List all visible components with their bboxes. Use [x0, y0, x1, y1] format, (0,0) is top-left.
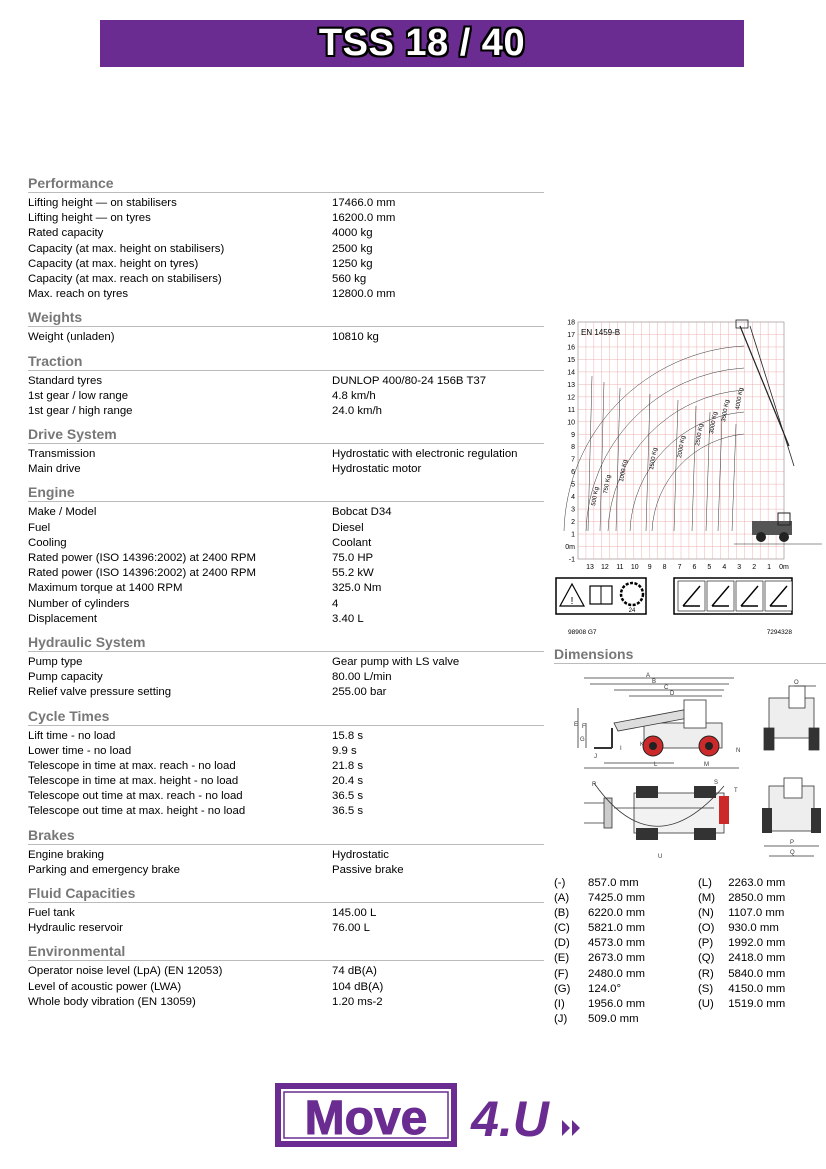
spec-label: Pump capacity	[28, 671, 103, 684]
dimension-value: 4150.0 mm	[728, 982, 786, 995]
spec-label: Lift time - no load	[28, 729, 116, 742]
tyre-size-label: 24	[628, 608, 636, 614]
dimension-letter: L	[654, 762, 658, 768]
dimensions-table	[554, 876, 826, 1027]
spec-row	[28, 462, 544, 477]
load-zone-label: 4000 Kg	[735, 387, 745, 411]
spec-row	[28, 980, 544, 995]
spec-value: 74 dB(A)	[332, 965, 377, 978]
y-tick-label: 10	[567, 419, 575, 427]
spec-label: Capacity (at max. reach on stabilisers)	[28, 272, 222, 285]
section-brakes	[28, 826, 544, 878]
spec-label: Capacity (at max. height on stabilisers)	[28, 242, 225, 255]
dimension-letter: U	[658, 854, 663, 860]
dimensions-left-column	[554, 876, 698, 1027]
spec-label: Make / Model	[28, 506, 97, 519]
load-zone-label: 3500 Kg	[721, 399, 731, 423]
spec-row	[28, 921, 544, 936]
spec-value: 76.00 L	[332, 922, 371, 935]
spec-value: 4.8 km/h	[332, 389, 376, 402]
spec-row	[28, 389, 544, 404]
dimension-value: 1107.0 mm	[728, 907, 785, 920]
section-hydraulic-system	[28, 633, 544, 701]
dimension-code: (L)	[698, 877, 712, 889]
chart-code-left: 98908 G7	[568, 629, 597, 636]
x-tick-label: 11	[616, 564, 624, 571]
spec-row	[28, 505, 544, 520]
spec-label: Weight (unladen)	[28, 331, 115, 344]
dimension-row	[554, 967, 698, 982]
x-tick-label: 5	[707, 564, 712, 571]
spec-label: Lower time - no load	[28, 744, 132, 757]
dimension-code: (M)	[698, 892, 716, 905]
y-tick-label: 6	[571, 469, 575, 477]
dimension-row	[698, 876, 826, 891]
spec-label: Engine braking	[28, 848, 104, 861]
dimension-value: 1519.0 mm	[728, 997, 786, 1010]
section-drive-system	[28, 425, 544, 477]
section-cycle-times	[28, 707, 544, 820]
x-tick-label: 6	[692, 564, 697, 571]
section-title: Engine	[28, 483, 544, 502]
spec-value: 24.0 km/h	[332, 404, 383, 417]
x-tick-label: 7	[677, 564, 682, 571]
telehandler-drawings	[554, 668, 826, 868]
spec-row	[28, 655, 544, 670]
y-tick-label: 13	[567, 381, 575, 389]
load-zone-label: 2000 Kg	[677, 435, 687, 459]
spec-value: 21.8 s	[332, 759, 364, 772]
dimension-code: (G)	[554, 982, 571, 995]
dimension-letter: M	[704, 762, 709, 768]
dimension-row	[698, 936, 826, 951]
spec-value: Gear pump with LS valve	[332, 655, 460, 668]
spec-label: Cooling	[28, 536, 67, 549]
x-tick-label: 13	[586, 564, 594, 571]
section-performance	[28, 174, 544, 302]
section-title: Weights	[28, 308, 544, 327]
dimension-row	[554, 876, 698, 891]
arrow-icon	[572, 1120, 580, 1136]
spec-label: Telescope in time at max. height - no load	[28, 775, 239, 788]
dimension-value: 7425.0 mm	[588, 892, 645, 905]
spec-value: 104 dB(A)	[332, 980, 384, 993]
spec-label: Rated power (ISO 14396:2002) at 2400 RPM	[28, 552, 256, 564]
load-zone-label: 3000 Kg	[709, 411, 719, 435]
dimension-letter: B	[652, 679, 657, 685]
dimension-row	[698, 921, 826, 936]
dimension-value: 4573.0 mm	[588, 937, 645, 950]
dimension-letter: A	[646, 673, 651, 679]
arrow-icon	[562, 1120, 570, 1136]
dimension-letter: E	[574, 722, 579, 728]
spec-value: DUNLOP 400/80-24 156B T37	[332, 374, 487, 387]
dimension-letter: S	[714, 780, 719, 786]
dimension-code: (O)	[698, 922, 715, 935]
y-tick-label: 15	[567, 356, 575, 364]
dimensions-heading: Dimensions	[554, 645, 826, 664]
y-tick-label: 0m	[565, 544, 575, 552]
dimension-row	[554, 921, 698, 936]
dimension-letter: K	[640, 742, 645, 748]
section-title: Traction	[28, 352, 544, 371]
dimension-row	[554, 906, 698, 921]
spec-value: 1.20 ms-2	[332, 995, 383, 1008]
spec-value: Hydrostatic motor	[332, 463, 422, 476]
y-tick-label: 2	[571, 519, 575, 527]
spec-value: 55.2 kW	[332, 567, 374, 580]
spec-label: Operator noise level (LpA) (EN 12053)	[28, 965, 223, 978]
spec-row	[28, 242, 544, 257]
spec-row	[28, 521, 544, 536]
spec-label: Standard tyres	[28, 374, 103, 387]
spec-row	[28, 551, 544, 566]
spec-value: Diesel	[332, 521, 364, 534]
spec-row	[28, 330, 544, 345]
spec-value: 20.4 s	[332, 775, 364, 788]
spec-row	[28, 597, 544, 612]
dimension-row	[554, 982, 698, 997]
y-tick-label: 17	[567, 331, 575, 339]
spec-value: 15.8 s	[332, 729, 364, 742]
dimension-code: (N)	[698, 907, 714, 920]
spec-row	[28, 863, 544, 878]
spec-row	[28, 759, 544, 774]
dimension-value: 5840.0 mm	[728, 967, 786, 980]
section-title: Performance	[28, 174, 544, 193]
spec-value: 3.40 L	[332, 612, 364, 625]
dimension-letter: T	[734, 788, 738, 794]
x-tick-label: 9	[647, 564, 652, 571]
spec-row	[28, 581, 544, 596]
section-engine	[28, 483, 544, 627]
dimension-row	[554, 891, 698, 906]
dimension-letter: D	[670, 691, 675, 697]
spec-row	[28, 729, 544, 744]
spec-label: Pump type	[28, 655, 83, 668]
title-banner	[100, 20, 744, 67]
chart-code-right: 7294328	[766, 629, 792, 636]
spec-value: 17466.0 mm	[332, 197, 396, 209]
spec-row	[28, 196, 544, 211]
spec-label: Fuel	[28, 521, 51, 534]
page-title: TSS 18 / 40	[318, 22, 526, 64]
dimension-value: 857.0 mm	[588, 877, 639, 889]
x-tick-label: 1	[767, 564, 772, 571]
spec-label: Parking and emergency brake	[28, 863, 180, 876]
spec-value: 2500 kg	[332, 242, 373, 255]
machine-wheel	[779, 532, 789, 542]
spec-row	[28, 964, 544, 979]
load-zone-label: 500 Kg	[591, 486, 601, 507]
spec-row	[28, 226, 544, 241]
spec-row	[28, 272, 544, 287]
spec-row	[28, 789, 544, 804]
dimension-row	[698, 951, 826, 966]
dimension-code: (F)	[554, 967, 569, 980]
spec-label: 1st gear / high range	[28, 404, 133, 417]
dimension-value: 2418.0 mm	[728, 952, 786, 965]
spec-row	[28, 404, 544, 419]
spec-label: Whole body vibration (EN 13059)	[28, 995, 196, 1008]
section-title: Brakes	[28, 826, 544, 845]
x-tick-label: 4	[722, 564, 727, 571]
dimension-letter: I	[620, 746, 622, 752]
dimension-row	[698, 891, 826, 906]
section-title: Fluid Capacities	[28, 884, 544, 903]
svg-text:!: !	[570, 596, 574, 607]
x-tick-label: 2	[752, 564, 757, 571]
x-tick-label: 3	[737, 564, 742, 571]
y-tick-label: 9	[571, 431, 575, 439]
spec-label: Displacement	[28, 612, 98, 625]
spec-row	[28, 211, 544, 226]
dimension-value: 5821.0 mm	[588, 922, 645, 935]
dimensions-right-column	[698, 876, 826, 1027]
dimension-code: (-)	[554, 877, 566, 889]
section-title: Environmental	[28, 942, 544, 961]
spec-value: 75.0 HP	[332, 552, 374, 564]
spec-label: Fuel tank	[28, 907, 75, 919]
load-chart	[554, 316, 826, 642]
y-tick-label: -1	[568, 556, 575, 564]
warning-icons	[556, 578, 792, 614]
y-tick-label: 4	[571, 494, 575, 502]
y-tick-label: 11	[567, 406, 575, 414]
spec-row	[28, 566, 544, 581]
y-tick-label: 5	[571, 481, 575, 489]
dimension-row	[698, 906, 826, 921]
logo-4u-text: 4.U	[471, 1091, 549, 1147]
y-tick-label: 3	[571, 506, 575, 514]
dimension-letter: N	[736, 748, 741, 754]
spec-label: 1st gear / low range	[28, 389, 129, 402]
dimension-code: (E)	[554, 952, 570, 965]
spec-row	[28, 774, 544, 789]
logo-move-text: Move	[304, 1092, 428, 1145]
spec-value: 80.00 L/min	[332, 671, 392, 684]
dimension-code: (B)	[554, 907, 570, 920]
dimension-value: 124.0°	[588, 982, 622, 995]
dimension-letter: Q	[790, 850, 795, 856]
x-tick-label: 10	[630, 564, 639, 571]
dimension-row	[554, 1012, 698, 1027]
dimension-row	[698, 982, 826, 997]
spec-label: Rated capacity	[28, 227, 104, 240]
spec-label: Number of cylinders	[28, 597, 130, 610]
spec-label: Telescope out time at max. height - no load	[28, 805, 246, 818]
dimension-value: 1992.0 mm	[728, 937, 786, 950]
specifications-list	[28, 174, 544, 1012]
spec-label: Maximum torque at 1400 RPM	[28, 582, 183, 595]
load-zone-label: 2500 Kg	[695, 423, 705, 447]
dimension-letter: G	[580, 737, 585, 743]
dimension-code: (P)	[698, 937, 714, 950]
spec-label: Capacity (at max. height on tyres)	[28, 257, 199, 270]
section-weights	[28, 308, 544, 345]
spec-label: Transmission	[28, 448, 96, 461]
spec-label: Relief valve pressure setting	[28, 686, 172, 699]
load-zone-label: 750 Kg	[603, 474, 613, 495]
dimension-letter: P	[790, 840, 795, 846]
section-title: Drive System	[28, 425, 544, 444]
y-tick-label: 18	[567, 319, 575, 327]
spec-row	[28, 848, 544, 863]
dimension-code: (J)	[554, 1012, 568, 1025]
dimension-code: (I)	[554, 997, 565, 1010]
dimension-code: (Q)	[698, 952, 715, 965]
spec-value: Passive brake	[332, 863, 404, 876]
load-chart-svg	[554, 316, 826, 642]
brand-logo	[274, 1080, 584, 1150]
dimension-diagrams	[554, 668, 826, 868]
spec-value: 10810 kg	[332, 331, 379, 344]
spec-value: 255.00 bar	[332, 686, 387, 699]
y-tick-label: 7	[571, 456, 575, 464]
dimension-code: (U)	[698, 997, 714, 1010]
spec-row	[28, 536, 544, 551]
section-fluid-capacities	[28, 884, 544, 936]
spec-value: Hydrostatic with electronic regulation	[332, 448, 518, 461]
dimension-value: 6220.0 mm	[588, 907, 645, 920]
spec-row	[28, 374, 544, 389]
spec-row	[28, 287, 544, 302]
spec-row	[28, 257, 544, 272]
dimension-value: 2263.0 mm	[728, 877, 786, 889]
spec-row	[28, 447, 544, 462]
spec-value: Hydrostatic	[332, 848, 389, 861]
dimension-value: 509.0 mm	[588, 1012, 639, 1025]
spec-label: Max. reach on tyres	[28, 288, 129, 301]
spec-value: 325.0 Nm	[332, 582, 382, 595]
spec-label: Lifting height — on stabilisers	[28, 197, 177, 209]
y-tick-label: 8	[571, 444, 575, 452]
dimension-value: 2850.0 mm	[728, 892, 786, 905]
spec-label: Main drive	[28, 463, 81, 476]
dimension-code: (R)	[698, 967, 714, 980]
fork-icon	[736, 320, 748, 328]
spec-row	[28, 612, 544, 627]
spec-row	[28, 804, 544, 819]
dimension-code: (A)	[554, 892, 570, 905]
machine-wheel	[756, 532, 766, 542]
dimension-row	[698, 967, 826, 982]
spec-value: 1250 kg	[332, 257, 373, 270]
dimension-value: 1956.0 mm	[588, 997, 645, 1010]
spec-label: Lifting height — on tyres	[28, 212, 151, 225]
dimension-row	[554, 936, 698, 951]
y-tick-label: 12	[567, 394, 575, 402]
section-title: Cycle Times	[28, 707, 544, 726]
spec-row	[28, 995, 544, 1010]
chart-standard-label: EN 1459-B	[581, 328, 621, 337]
spec-label: Telescope in time at max. reach - no load	[28, 759, 236, 772]
y-tick-label: 14	[567, 369, 575, 377]
dimension-letter: F	[582, 724, 586, 730]
section-environmental	[28, 942, 544, 1010]
dimension-value: 2673.0 mm	[588, 952, 645, 965]
dimension-row	[554, 997, 698, 1012]
spec-value: 36.5 s	[332, 790, 364, 803]
spec-row	[28, 906, 544, 921]
spec-value: Coolant	[332, 536, 372, 549]
spec-value: 12800.0 mm	[332, 288, 396, 301]
spec-value: 36.5 s	[332, 805, 364, 818]
dimension-letter: C	[664, 685, 669, 691]
x-tick-label: 0m	[779, 564, 789, 571]
spec-value: 145.00 L	[332, 907, 377, 919]
spec-value: 16200.0 mm	[332, 212, 396, 225]
spec-label: Telescope out time at max. reach - no load	[28, 790, 243, 803]
spec-label: Hydraulic reservoir	[28, 922, 123, 935]
spec-label: Level of acoustic power (LWA)	[28, 980, 182, 993]
load-zone-label: 1000 Kg	[619, 459, 629, 483]
x-tick-label: 12	[601, 564, 609, 571]
spec-label: Rated power (ISO 14396:2002) at 2400 RPM	[28, 567, 256, 580]
y-tick-label: 16	[567, 344, 575, 352]
spec-row	[28, 744, 544, 759]
spec-row	[28, 670, 544, 685]
dimension-code: (D)	[554, 937, 570, 950]
dimension-row	[554, 951, 698, 966]
spec-value: 4000 kg	[332, 227, 373, 240]
dimension-value: 930.0 mm	[728, 922, 779, 935]
x-tick-label: 8	[662, 564, 667, 571]
section-traction	[28, 352, 544, 420]
spec-value: 9.9 s	[332, 744, 357, 757]
dimension-code: (C)	[554, 922, 570, 935]
dimension-letter: J	[594, 754, 597, 760]
dimension-value: 2480.0 mm	[588, 967, 645, 980]
load-zone-label: 1500 Kg	[649, 447, 659, 471]
dimension-code: (S)	[698, 982, 714, 995]
section-title: Hydraulic System	[28, 633, 544, 652]
spec-row	[28, 685, 544, 700]
dimension-letter: R	[592, 782, 597, 788]
spec-value: 4	[332, 597, 339, 610]
spec-value: Bobcat D34	[332, 506, 392, 519]
y-tick-label: 1	[571, 531, 575, 539]
dimension-letter: O	[794, 680, 799, 686]
tyre-icon	[621, 583, 643, 605]
spec-value: 560 kg	[332, 272, 367, 285]
dimension-row	[698, 997, 826, 1012]
front-view-drawing	[764, 686, 819, 750]
